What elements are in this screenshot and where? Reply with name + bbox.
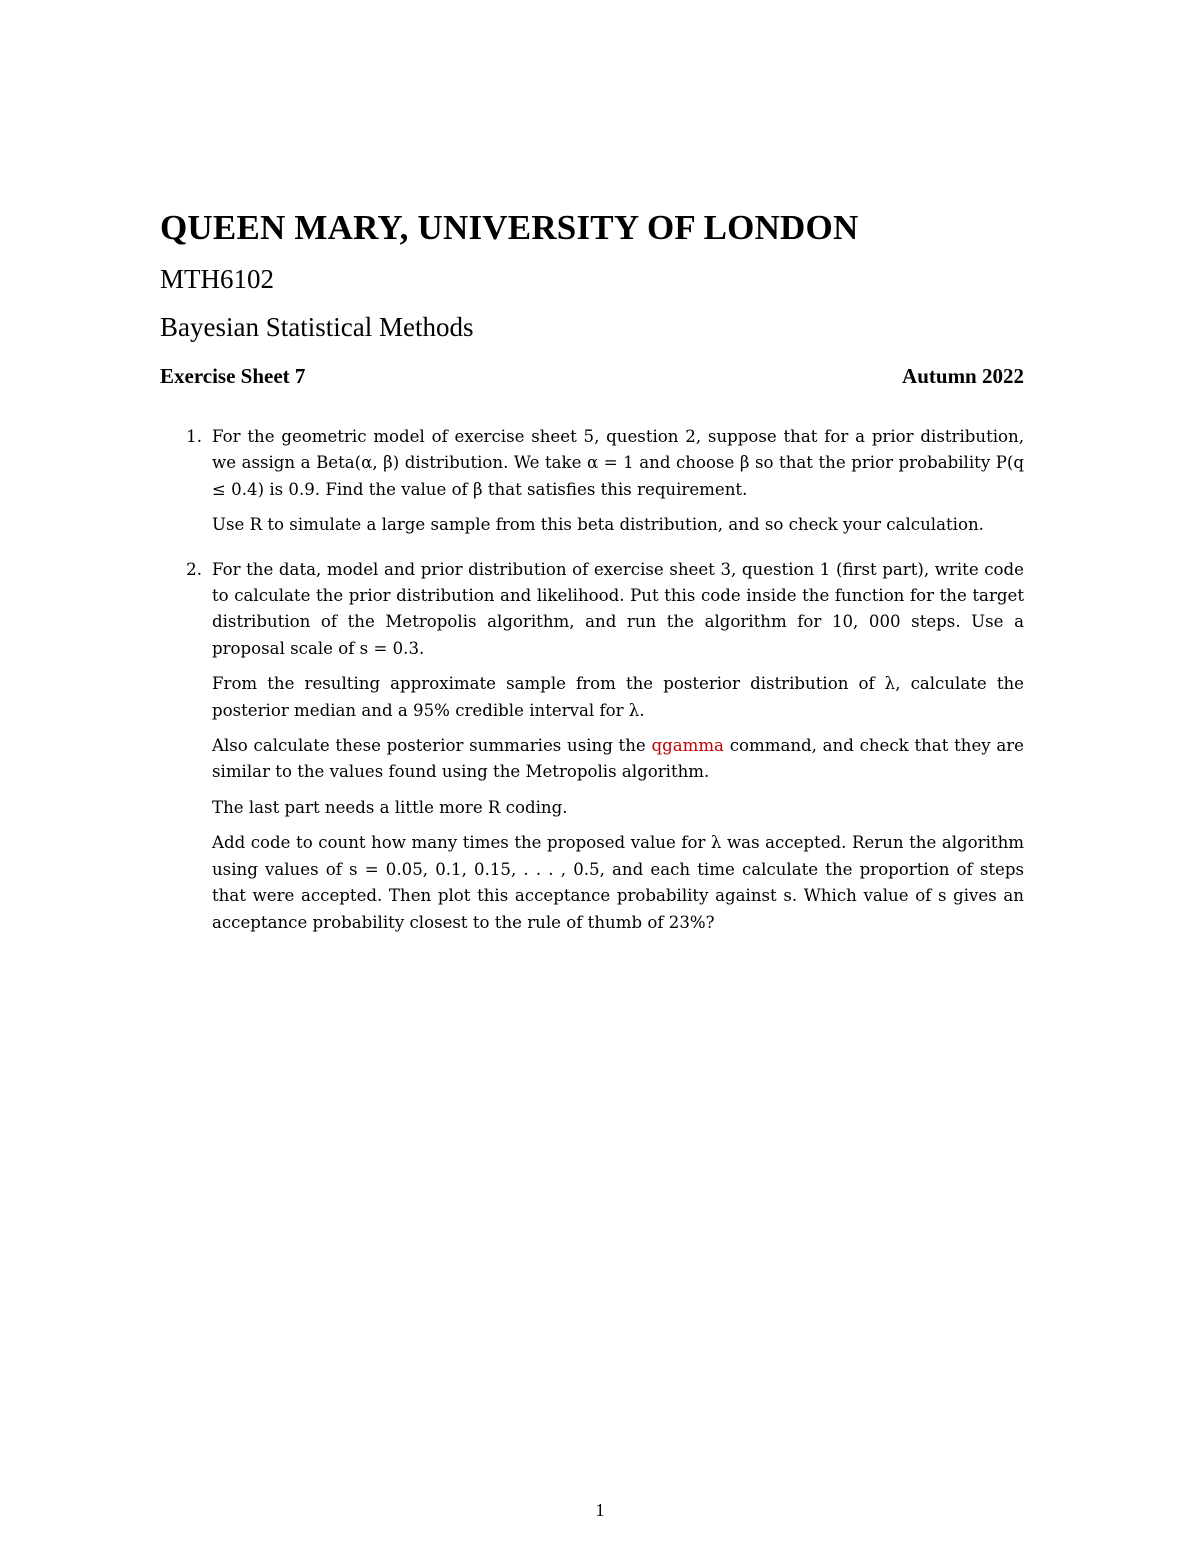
question-paragraph: Use R to simulate a large sample from this beta distribution, and so check your calculation. <box>212 515 984 535</box>
question-paragraph <box>212 733 1024 786</box>
module-title: Bayesian Statistical Methods <box>160 312 474 342</box>
document-header <box>160 206 1024 390</box>
term-label: Autumn 2022 <box>902 364 1024 388</box>
paragraph-text: Also calculate these posterior summaries using the <box>212 736 652 756</box>
question-1 <box>160 424 1024 539</box>
question-paragraph: From the resulting approximate sample from the posterior distribution of λ, calculate the posterior median and a 95% credible interval for λ. <box>212 674 1024 720</box>
question-body <box>212 424 1024 539</box>
question-body <box>212 557 1024 936</box>
sheet-info-row <box>160 362 1024 390</box>
module-code: MTH6102 <box>160 264 274 294</box>
question-number: 1. <box>186 427 202 446</box>
paragraph-text: command, and check that they are similar to the values found using the Metropolis algorithm. <box>212 736 1025 782</box>
page-number: 1 <box>595 1500 605 1520</box>
question-paragraph: For the geometric model of exercise sheet 5, question 2, suppose that for a prior distribution, we assign a Beta(α, β) distribution. We take α = 1 and choose β so that the prior probability P(q ≤ 0.4) is 0.9. Find the value of β that satisfies this requirement. <box>212 427 1024 499</box>
question-2 <box>160 557 1024 936</box>
question-paragraph: Add code to count how many times the proposed value for λ was accepted. Rerun the algorithm using values of s = 0.05, 0.1, 0.15, . . . , 0.5, and each time calculate the proportion of steps that were accepted. Then plot this acceptance probability against s. Which value of s gives an acceptance probability closest to the rule of thumb of 23%? <box>212 833 1024 932</box>
question-paragraph: For the data, model and prior distribution of exercise sheet 3, question 1 (first part), write code to calculate the prior distribution and likelihood. Put this code inside the function for the target distribution of the Metropolis algorithm, and run the algorithm for 10, 000 steps. Use a proposal scale of s = 0.3. <box>212 559 1024 658</box>
university-title: QUEEN MARY, UNIVERSITY OF LONDON <box>160 208 859 247</box>
qgamma-link[interactable]: qgamma <box>651 736 724 756</box>
question-paragraph: The last part needs a little more R coding. <box>212 797 568 817</box>
sheet-label: Exercise Sheet 7 <box>160 364 306 388</box>
question-number: 2. <box>186 559 202 579</box>
question-list <box>160 424 1024 954</box>
